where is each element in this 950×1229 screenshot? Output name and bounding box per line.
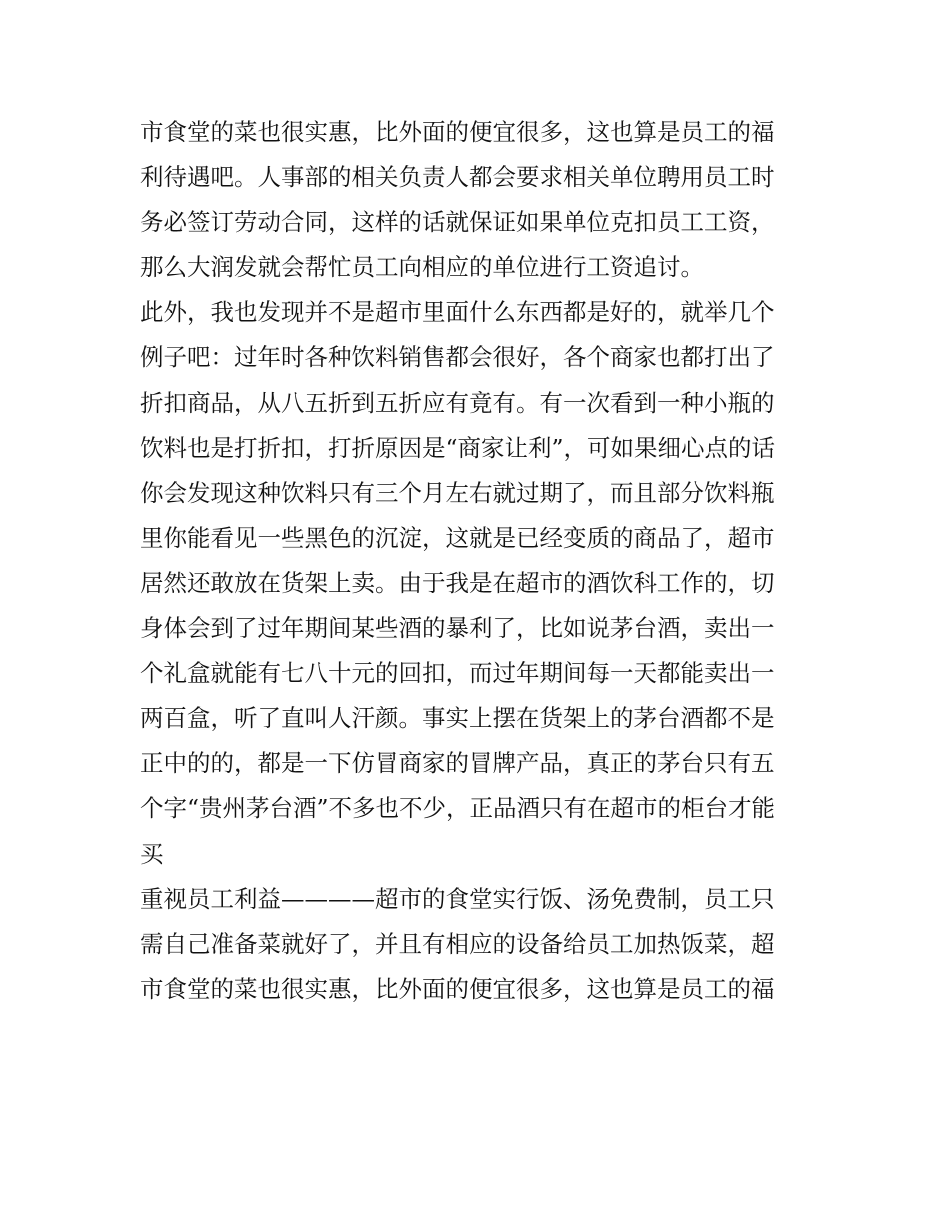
- text-line: 需自己准备菜就好了，并且有相应的设备给员工加热饭菜，超: [140, 929, 775, 958]
- text-line: 利待遇吧。人事部的相关负责人都会要求相关单位聘用员工时: [140, 163, 775, 192]
- text-line: 你会发现这种饮料只有三个月左右就过期了，而且部分饮料瓶: [140, 478, 775, 507]
- text-line: 正中的的，都是一下仿冒商家的冒牌产品，真正的茅台只有五: [140, 749, 775, 778]
- text-line: 两百盒，听了直叫人汗颜。事实上摆在货架上的茅台酒都不是: [140, 704, 775, 733]
- text-line: 折扣商品，从八五折到五折应有竟有。有一次看到一种小瓶的: [140, 388, 775, 417]
- text-line: 重视员工利益————超市的食堂实行饭、汤免费制，员工只: [140, 884, 775, 913]
- text-line: 市食堂的菜也很实惠，比外面的便宜很多，这也算是员工的福: [140, 118, 775, 146]
- body-text: [140, 110, 820, 1012]
- text-line: 个字“贵州茅台酒”不多也不少，正品酒只有在超市的柜台才能: [140, 794, 776, 823]
- text-line: 此外，我也发现并不是超市里面什么东西都是好的，就举几个: [140, 298, 775, 327]
- text-line: 里你能看见一些黑色的沉淀，这就是已经变质的商品了，超市: [140, 523, 775, 552]
- text-line: 居然还敢放在货架上卖。由于我是在超市的酒饮科工作的，切: [140, 568, 775, 597]
- text-line: 那么大润发就会帮忙员工向相应的单位进行工资追讨。: [140, 253, 704, 282]
- text-line: 身体会到了过年期间某些酒的暴利了，比如说茅台酒，卖出一: [140, 614, 775, 643]
- text-line: 务必签订劳动合同，这样的话就保证如果单位克扣员工工资，: [140, 208, 775, 237]
- text-line: 例子吧：过年时各种饮料销售都会很好，各个商家也都打出了: [140, 343, 775, 372]
- text-line: 买: [140, 839, 164, 868]
- text-line: 个礼盒就能有七八十元的回扣，而过年期间每一天都能卖出一: [140, 659, 775, 688]
- text-line: 市食堂的菜也很实惠，比外面的便宜很多，这也算是员工的福: [140, 974, 775, 1003]
- text-line: 饮料也是打折扣，打折原因是“商家让利”，可如果细心点的话: [140, 433, 776, 462]
